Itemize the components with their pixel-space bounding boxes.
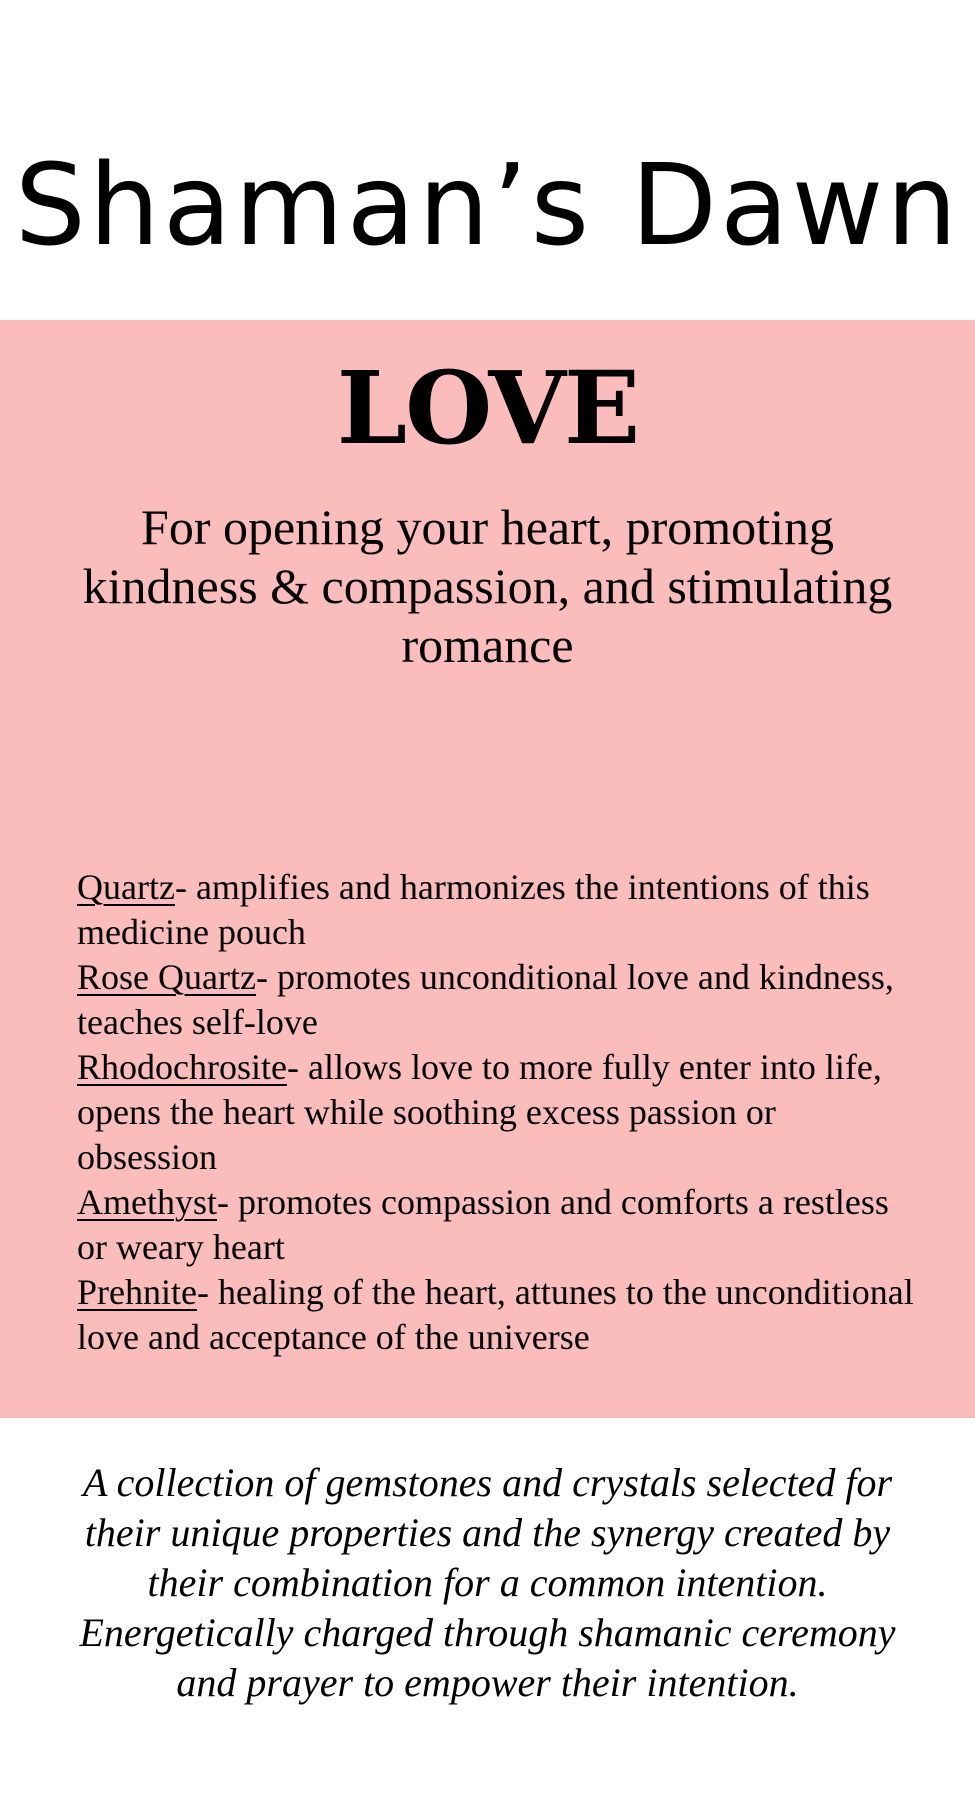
- panel-subtitle: For opening your heart, promoting kindness & compassion, and stimulating romance: [82, 499, 893, 673]
- stone-name: Rose Quartz: [77, 957, 256, 997]
- stone-item-quartz: [77, 865, 917, 955]
- stone-description: - promotes unconditional love and kindness, teaches self-love: [77, 957, 894, 1042]
- stone-name: Quartz: [77, 867, 175, 907]
- stone-description: - healing of the heart, attunes to the unconditional love and acceptance of the universe: [77, 1272, 914, 1357]
- stone-name: Rhodochrosite: [77, 1047, 287, 1087]
- stone-description: - allows love to more fully enter into life, opens the heart while soothing excess passion or obsession: [77, 1047, 882, 1177]
- stone-description: - promotes compassion and comforts a restless or weary heart: [77, 1182, 889, 1267]
- footer-description: A collection of gemstones and crystals selected for their unique properties and the synergy created by their combination for a common intention. Energetically charged through shamanic ceremony and prayer to empower their intention.: [79, 1460, 896, 1705]
- stone-list: [77, 865, 917, 1360]
- stone-item-rose-quartz: [77, 955, 917, 1045]
- stone-description: - amplifies and harmonizes the intentions of this medicine pouch: [77, 867, 870, 952]
- stone-item-prehnite: [77, 1270, 917, 1360]
- panel-title: LOVE: [336, 349, 639, 467]
- stone-item-amethyst: [77, 1180, 917, 1270]
- stone-name: Amethyst: [77, 1182, 217, 1222]
- stone-item-rhodochrosite: [77, 1045, 917, 1180]
- brand-title: Shaman’s Dawn: [14, 141, 961, 271]
- love-panel: [0, 320, 975, 1418]
- stone-name: Prehnite: [77, 1272, 197, 1312]
